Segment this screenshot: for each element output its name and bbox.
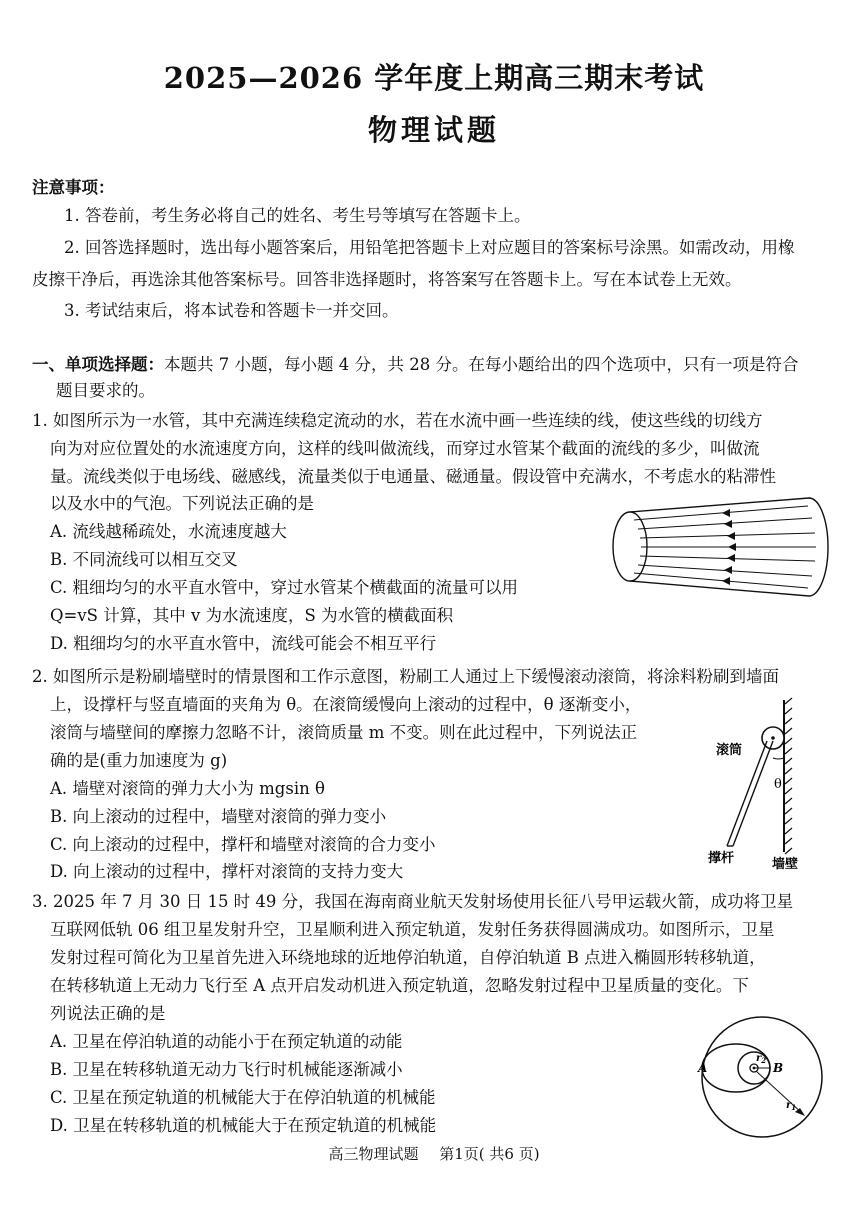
section-desc: 本题共 7 小题，每小题 4 分，共 28 分。在每小题给出的四个选项中，只有一项是符合 [164,355,799,374]
q1-option-b: B. 不同流线可以相互交叉 [50,550,238,569]
q3-stem-line: 互联网低轨 06 组卫星发射升空，卫星顺利进入预定轨道，发射任务获得圆满成功。如图所示，卫星 [50,920,775,939]
q1-option-a: A. 流线越稀疏处，水流速度越大 [50,522,287,541]
roller-wall-figure [706,694,820,880]
footer-subject: 高三物理试题 [328,1145,419,1163]
q2-stem-line: 上，设撑杆与竖直墙面的夹角为 θ。在滚筒缓慢向上滚动的过程中，θ 逐渐变小， [50,695,642,714]
q3-stem-line: 发射过程可简化为卫星首先进入环绕地球的近地停泊轨道，自停泊轨道 B 点进入椭圆形转移轨道， [50,948,766,967]
pipe-streamline-figure [604,496,830,598]
orbit-figure [690,1012,830,1146]
page-footer [0,1143,868,1164]
q3-stem-line: 列说法正确的是 [50,1004,166,1023]
q1-stem-line: 以及水中的气泡。下列说法正确的是 [50,494,314,513]
q3-option-a: A. 卫星在停泊轨道的动能小于在预定轨道的动能 [50,1032,403,1051]
q3-option-b: B. 卫星在转移轨道无动力飞行时机械能逐渐减小 [50,1060,403,1079]
q1-stem-line: 向为对应位置处的水流速度方向，这样的线叫做流线，而穿过水管某个截面的流线的多少，叫做流 [50,439,760,458]
q3-stem-line: 3. 2025 年 7 月 30 日 15 时 49 分，我国在海南商业航天发射场使用长征八号甲运载火箭，成功将卫星 [32,892,794,911]
q2-stem-line: 2. 如图所示是粉刷墙壁时的情景图和工作示意图，粉刷工人通过上下缓慢滚动滚筒，将涂料粉刷到墙面 [32,667,779,686]
q3-option-c: C. 卫星在预定轨道的机械能大于在停泊轨道的机械能 [50,1088,436,1107]
r2-label: $r_2$ [756,1053,767,1065]
notice-line: 3. 考试结束后，将本试卷和答题卡一并交回。 [64,301,399,320]
section-heading: 一、单项选择题： [32,355,164,374]
q1-option-c-cont: Q=vS 计算，其中 v 为水流速度，S 为水管的横截面积 [50,606,454,625]
q3-option-d: D. 卫星在转移轨道的机械能大于在预定轨道的机械能 [50,1116,437,1135]
q1-option-d: D. 粗细均匀的水平直水管中，流线可能会不相互平行 [50,634,437,653]
notice-line: 1. 答卷前，考生务必将自己的姓名、考生号等填写在答题卡上。 [64,206,531,225]
exam-title: 2025—2026 学年度上期高三期末考试 [163,61,705,95]
notice-line: 2. 回答选择题时，选出每小题答案后，用铅笔把答题卡上对应题目的答案标号涂黑。如需改动，用橡 [64,238,795,257]
wall-label: 墙壁 [772,857,799,872]
footer-page-number: 第1页( 共6 页) [439,1145,540,1163]
q1-option-c: C. 粗细均匀的水平直水管中，穿过水管某个横截面的流量可以用 [50,578,519,597]
q3-stem-line: 在转移轨道上无动力飞行至 A 点开启发动机进入预定轨道，忽略发射过程中卫星质量的变化。下 [50,976,749,995]
q2-option-d: D. 向上滚动的过程中，撑杆对滚筒的支持力变大 [50,862,404,881]
exam-subtitle: 物理试题 [367,113,500,147]
section-desc-cont: 题目要求的。 [56,381,155,400]
q1-stem-line: 1. 如图所示为一水管，其中充满连续稳定流动的水，若在水流中画一些连续的线，使这些线的切线方 [32,411,763,430]
point-a-label: A [698,1061,708,1075]
q2-stem-line: 滚筒与墙壁间的摩擦力忽略不计，滚筒质量 m 不变。则在此过程中，下列说法正 [50,723,638,742]
q2-option-b: B. 向上滚动的过程中，墙壁对滚筒的弹力变小 [50,807,387,826]
q1-stem-line: 量。流线类似于电场线、磁感线，流量类似于电通量、磁通量。假设管中充满水，不考虑水的粘滞性 [50,467,776,486]
notice-heading: 注意事项： [32,178,115,197]
section-heading-row [32,355,798,375]
q2-option-a: A. 墙壁对滚筒的弹力大小为 mgsin θ [50,779,325,798]
angle-theta-label: θ [774,777,782,792]
q2-option-c: C. 向上滚动的过程中，撑杆和墙壁对滚筒的合力变小 [50,835,436,854]
q2-stem-line: 确的是(重力加速度为 g) [50,751,228,770]
rod-label: 撑杆 [708,851,735,866]
notice-line: 皮擦干净后，再选涂其他答案标号。回答非选择题时，将答案写在答题卡上。写在本试卷上无效。 [32,270,742,289]
point-b-label: B [773,1061,784,1075]
roller-label: 滚筒 [716,743,743,758]
r1-label: $r_1$ [786,1100,797,1112]
